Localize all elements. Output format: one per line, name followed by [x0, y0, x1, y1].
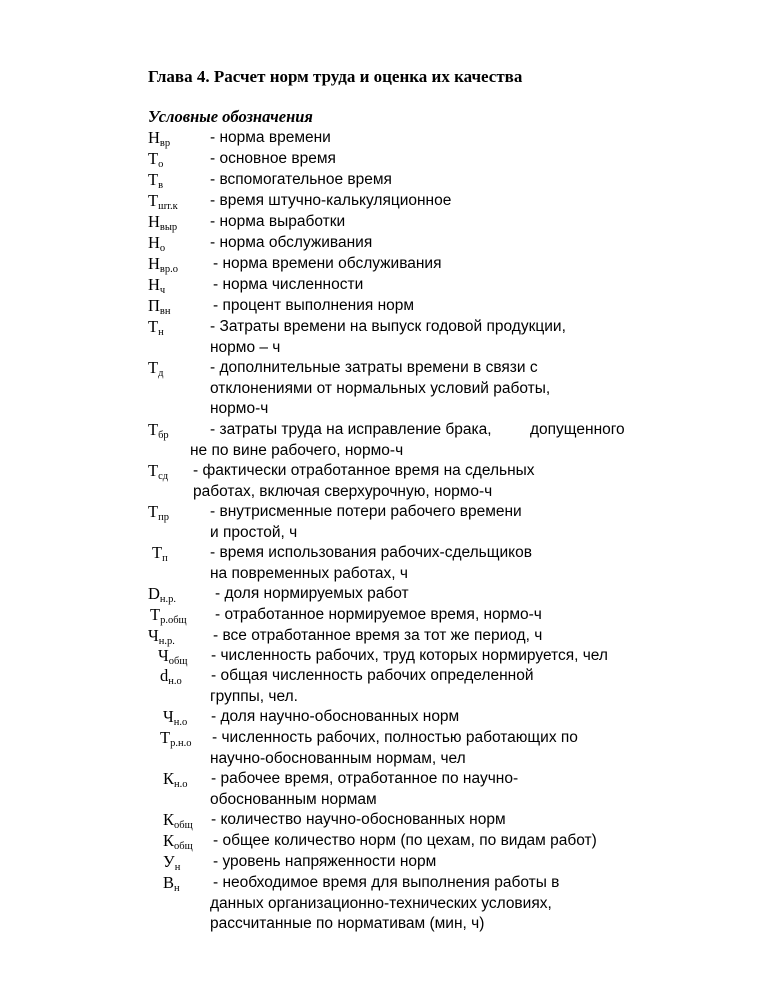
symbol-subscript: р.общ — [160, 615, 187, 626]
notation-symbol — [163, 831, 193, 854]
chapter-title: Глава 4. Расчет норм труда и оценка их качества — [148, 67, 523, 86]
symbol-letter: Т — [152, 543, 163, 562]
symbol-letter: Т — [150, 605, 161, 624]
symbol-subscript: п — [162, 553, 168, 564]
notation-symbol — [163, 810, 193, 833]
symbol-subscript: ч — [159, 285, 166, 296]
notation-description: - время использования рабочих-сдельщиков — [210, 544, 532, 561]
notation-description: - основное время — [210, 150, 336, 167]
notation-description-continued: нормо-ч — [210, 400, 269, 417]
notation-description-continued: не по вине рабочего, нормо-ч — [190, 441, 404, 459]
notation-symbol — [148, 502, 169, 525]
notation-description: - норма обслуживания — [210, 234, 373, 251]
symbol-letter: В — [163, 873, 175, 892]
notation-description: - необходимое время для выполнения работы в — [213, 874, 560, 891]
notation-description: - количество научно-обоснованных норм — [211, 811, 506, 828]
symbol-subscript: вр.о — [159, 264, 179, 275]
notation-symbol — [148, 317, 164, 340]
symbol-subscript: в — [158, 180, 164, 191]
symbol-letter: Н — [148, 212, 160, 231]
symbol-subscript: общ — [174, 841, 193, 852]
notation-description: - норма выработки — [210, 213, 346, 230]
notation-description: - численность рабочих, труд которых нормируется, чел — [211, 647, 608, 664]
symbol-letter: У — [163, 852, 175, 871]
notation-description: - время штучно-калькуляционное — [210, 192, 452, 209]
notation-description: - общая численность рабочих определенной — [211, 667, 534, 684]
symbol-subscript: сд — [158, 471, 169, 482]
notation-description: - дополнительные затраты времени в связи с — [210, 359, 538, 376]
notation-symbol — [152, 543, 168, 566]
symbol-subscript: н — [174, 883, 180, 894]
symbol-letter: Т — [160, 728, 171, 747]
notation-symbol — [148, 212, 177, 235]
symbol-subscript: н — [174, 862, 181, 873]
symbol-subscript: н — [158, 327, 164, 338]
notation-description: - уровень напряженности норм — [213, 853, 437, 870]
notation-symbol — [148, 149, 163, 172]
notation-description: - вспомогательное время — [210, 171, 392, 188]
notation-description: - фактически отработанное время на сдельных — [193, 462, 535, 479]
symbol-subscript: бр — [158, 430, 169, 441]
symbol-subscript: о — [158, 159, 164, 170]
symbol-letter: Ч — [158, 646, 169, 665]
symbol-letter: Т — [148, 149, 159, 168]
symbol-subscript: н.р. — [158, 636, 175, 647]
symbol-subscript: пр — [158, 512, 169, 523]
notation-symbol — [148, 420, 169, 443]
notation-description: - норма времени обслуживания — [213, 255, 442, 272]
notation-description: - норма численности — [213, 276, 364, 293]
symbol-letter: К — [163, 769, 175, 788]
notation-description-continued: научно-обоснованным нормам, чел — [210, 749, 466, 767]
notation-symbol — [148, 275, 165, 298]
notation-description-continued: на повременных работах, ч — [210, 564, 408, 582]
symbol-subscript: вр — [159, 138, 171, 149]
notation-description: - общее количество норм (по цехам, по видам работ) — [213, 832, 597, 849]
notation-symbol — [148, 254, 178, 277]
notation-description: - доля научно-обоснованных норм — [211, 708, 460, 725]
symbol-letter: Т — [148, 502, 159, 521]
symbol-subscript: общ — [174, 820, 193, 831]
notation-symbol — [160, 666, 182, 689]
symbol-letter: Т — [148, 170, 159, 189]
symbol-subscript: общ — [168, 656, 188, 667]
symbol-letter: Т — [148, 420, 159, 439]
symbol-letter: К — [163, 831, 175, 850]
notation-symbol — [163, 873, 180, 896]
symbol-subscript: выр — [159, 222, 178, 233]
symbol-letter: Н — [148, 275, 160, 294]
symbol-subscript: н.о — [173, 717, 188, 728]
symbol-subscript: шт.к — [158, 201, 178, 212]
symbol-letter: П — [148, 296, 160, 315]
notation-description: - процент выполнения норм — [213, 297, 415, 314]
symbol-letter: Т — [148, 461, 159, 480]
notation-symbol — [163, 769, 188, 792]
notation-symbol — [148, 296, 171, 319]
notation-description-continued: группы, чел. — [210, 687, 298, 705]
notation-description-continued: отклонениями от нормальных условий работы, — [210, 379, 551, 397]
symbol-letter: Н — [148, 233, 160, 252]
symbol-letter: Т — [148, 191, 159, 210]
symbol-letter: Ч — [148, 626, 159, 645]
symbol-subscript: н.р. — [159, 594, 177, 605]
symbol-letter: D — [148, 584, 160, 603]
symbol-subscript: о — [159, 243, 166, 254]
notation-description: - Затраты времени на выпуск годовой продукции, — [210, 318, 566, 335]
symbol-subscript: вн — [159, 306, 171, 317]
notation-description: - все отработанное время за тот же период, ч — [213, 627, 543, 644]
notation-symbol — [148, 128, 170, 151]
notation-description-continued: работах, включая сверхурочную, нормо-ч — [193, 482, 493, 500]
symbol-letter: К — [163, 810, 175, 829]
symbol-letter: Т — [148, 358, 159, 377]
symbol-letter: Т — [148, 317, 159, 336]
notation-description: - норма времени — [210, 129, 331, 146]
notation-description: - численность рабочих, полностью работающих по — [212, 729, 578, 746]
section-heading: Условные обозначения — [148, 107, 313, 126]
notation-description-tail: допущенного — [530, 421, 625, 438]
notation-symbol — [160, 728, 191, 751]
symbol-letter: Н — [148, 254, 160, 273]
notation-description-continued: данных организационно-технических условиях, — [210, 894, 552, 912]
notation-description-continued: обоснованным нормам — [210, 790, 377, 808]
notation-symbol — [163, 852, 180, 875]
notation-symbol — [163, 707, 187, 730]
symbol-letter: Н — [148, 128, 160, 147]
notation-symbol — [150, 605, 187, 628]
notation-description-continued: и простой, ч — [210, 523, 298, 541]
notation-symbol — [148, 233, 165, 256]
notation-symbol — [148, 461, 168, 484]
symbol-letter: d — [160, 666, 169, 685]
notation-symbol — [148, 584, 176, 607]
symbol-letter: Ч — [163, 707, 174, 726]
notation-description-continued: рассчитанные по нормативам (мин, ч) — [210, 915, 485, 932]
notation-description: - затраты труда на исправление брака, — [210, 421, 492, 438]
notation-symbol — [148, 170, 163, 193]
notation-description: - внутрисменные потери рабочего времени — [210, 503, 522, 520]
notation-symbol — [148, 191, 178, 214]
symbol-subscript: н.о — [168, 676, 182, 687]
symbol-subscript: д — [158, 368, 164, 379]
symbol-subscript: н.о — [174, 779, 188, 790]
notation-description-continued: нормо – ч — [210, 338, 281, 356]
notation-description: - отработанное нормируемое время, нормо-ч — [215, 606, 542, 623]
notation-symbol — [148, 358, 163, 381]
notation-description: - доля нормируемых работ — [215, 585, 409, 602]
notation-description: - рабочее время, отработанное по научно- — [211, 770, 519, 787]
symbol-subscript: р.н.о — [170, 738, 192, 749]
